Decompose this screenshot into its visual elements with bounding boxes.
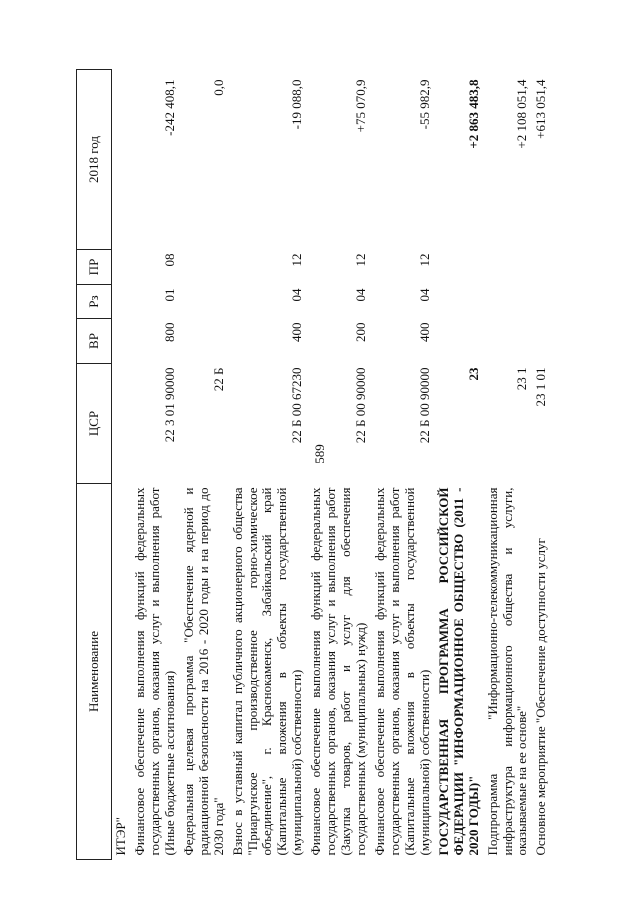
row-sum bbox=[112, 70, 131, 250]
header-sum: 2018 год bbox=[77, 70, 112, 250]
row-vr: 800 bbox=[161, 322, 177, 342]
row-csr: 23 1 01 bbox=[533, 367, 549, 407]
row-pr bbox=[180, 250, 229, 285]
row-csr: 22 Б 00 90000 bbox=[416, 367, 432, 444]
row-name: Федеральная целевая программа "Обеспечение ядерной и радиационной безопасности на 2016 - 2020 годы и на период до 2030 года" bbox=[180, 487, 226, 856]
row-vr bbox=[435, 319, 484, 364]
row-rz: 04 bbox=[289, 288, 305, 302]
row-vr bbox=[532, 319, 551, 364]
header-name: Наименование bbox=[77, 484, 112, 860]
row-sum: +2 863 483,8 bbox=[465, 79, 481, 149]
row-rz bbox=[484, 285, 533, 319]
row-csr: 22 3 01 90000 bbox=[161, 367, 177, 443]
header-pr: ПР bbox=[77, 250, 112, 285]
table-row bbox=[112, 70, 131, 860]
row-sum: -55 982,9 bbox=[416, 79, 432, 130]
row-rz bbox=[435, 285, 484, 319]
row-pr bbox=[435, 250, 484, 285]
row-pr bbox=[484, 250, 533, 285]
row-pr bbox=[112, 250, 131, 285]
budget-table-rotated bbox=[76, 70, 616, 860]
table-row bbox=[229, 70, 308, 860]
row-sum: 0,0 bbox=[210, 79, 226, 96]
table-row bbox=[307, 70, 371, 860]
row-vr bbox=[180, 319, 229, 364]
row-csr bbox=[112, 364, 131, 484]
row-sum: -242 408,1 bbox=[161, 79, 177, 136]
row-vr: 200 bbox=[353, 322, 369, 342]
table-row-program bbox=[435, 70, 484, 860]
row-csr: 22 Б 00 67230 bbox=[289, 367, 305, 444]
table-row bbox=[131, 70, 180, 860]
row-vr bbox=[484, 319, 533, 364]
row-csr: 23 bbox=[465, 367, 481, 381]
row-name: ИТЭР" bbox=[113, 817, 128, 856]
table-row bbox=[484, 70, 533, 860]
row-csr: 23 1 bbox=[514, 367, 530, 391]
row-name: Основное мероприятие "Обеспечение доступности услуг bbox=[533, 538, 549, 856]
row-pr: 08 bbox=[161, 253, 177, 267]
row-vr: 400 bbox=[416, 322, 432, 342]
row-rz bbox=[112, 285, 131, 319]
row-sum: +2 108 051,4 bbox=[514, 79, 530, 149]
header-vr: ВР bbox=[77, 319, 112, 364]
row-name: Подпрограмма "Информационно-телекоммуникационная инфраструктура информационного общества и услуги, оказываемые на ее основе" bbox=[484, 487, 530, 856]
header-rz: Рз bbox=[77, 285, 112, 319]
row-name: ГОСУДАРСТВЕННАЯ ПРОГРАММА РОССИЙСКОЙ ФЕДЕРАЦИИ "ИНФОРМАЦИОННОЕ ОБЩЕСТВО (2011 - 2020 ГОДЫ)" bbox=[435, 487, 481, 856]
row-rz bbox=[180, 285, 229, 319]
row-rz: 04 bbox=[416, 288, 432, 302]
row-name: Взнос в уставный капитал публичного акционерного общества "Приаргунское производственное горно-химическое объединение", г. Краснокаменск, Забайкальский край (Капитальные вложения в объекты государственной (муниципальной) собственности) bbox=[229, 487, 305, 856]
row-pr bbox=[532, 250, 551, 285]
row-pr: 12 bbox=[416, 253, 432, 267]
header-csr: ЦСР bbox=[77, 364, 112, 484]
row-vr: 400 bbox=[289, 322, 305, 342]
row-pr: 12 bbox=[289, 253, 305, 267]
row-pr: 12 bbox=[353, 253, 369, 267]
page-number: 589 bbox=[312, 444, 327, 464]
row-name: Финансовое обеспечение выполнения функций федеральных государственных органов, оказания услуг и выполнения работ (Иные бюджетные ассигнования) bbox=[131, 487, 177, 856]
row-vr bbox=[112, 319, 131, 364]
row-sum: +613 051,4 bbox=[533, 79, 549, 139]
table-row bbox=[371, 70, 435, 860]
row-sum: +75 070,9 bbox=[353, 79, 369, 133]
table-row bbox=[532, 70, 551, 860]
row-rz: 01 bbox=[161, 288, 177, 302]
row-sum: -19 088,0 bbox=[289, 79, 305, 130]
table-row bbox=[180, 70, 229, 860]
row-name: Финансовое обеспечение выполнения функций федеральных государственных органов, оказания услуг и выполнения работ (Капитальные вложения в объекты государственной (муниципальной) собственности) bbox=[372, 487, 432, 856]
row-csr: 22 Б bbox=[210, 367, 226, 392]
row-name: Финансовое обеспечение выполнения функций федеральных государственных органов, оказания услуг и выполнения работ (Закупка товаров, работ и услуг для обеспечения государственных (муниципальных) нужд) bbox=[308, 487, 369, 856]
table-header-row bbox=[77, 70, 112, 860]
row-csr: 22 Б 00 90000 bbox=[353, 367, 369, 444]
row-rz bbox=[532, 285, 551, 319]
budget-table bbox=[76, 69, 551, 860]
row-rz: 04 bbox=[353, 288, 369, 302]
